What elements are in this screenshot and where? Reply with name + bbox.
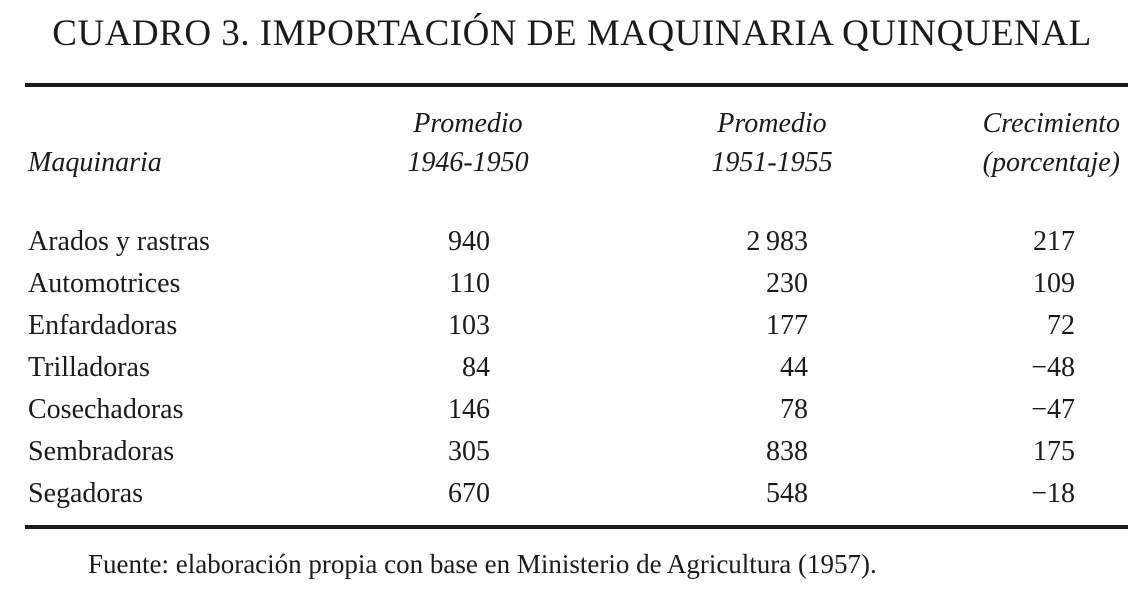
cell-crecimiento: 217 [1033, 226, 1075, 257]
table-row [25, 389, 1128, 431]
cell-promedio-1946-1950: 146 [448, 394, 490, 425]
cell-crecimiento: −18 [1031, 478, 1075, 509]
table-header [25, 104, 1128, 182]
cell-promedio-1946-1950: 940 [448, 226, 490, 257]
header-crecimiento-line1: Crecimiento [982, 108, 1120, 139]
cell-promedio-1946-1950: 670 [448, 478, 490, 509]
header-crecimiento-line2: (porcentaje) [982, 147, 1120, 178]
cell-crecimiento: −48 [1031, 352, 1075, 383]
header-promedio1-line1: Promedio [413, 108, 523, 139]
table-row [25, 431, 1128, 473]
cell-promedio-1946-1950: 103 [448, 310, 490, 341]
cell-maquinaria: Segadoras [28, 478, 144, 509]
cell-promedio-1951-1955: 230 [766, 268, 808, 299]
table-row [25, 263, 1128, 305]
cell-promedio-1946-1950: 110 [449, 268, 490, 299]
header-maquinaria-line1 [25, 104, 325, 143]
header-promedio2-line2: 1951-1955 [711, 147, 833, 178]
header-promedio1-line2: 1946-1950 [407, 147, 529, 178]
header-maquinaria-line2: Maquinaria [28, 147, 162, 178]
header-cell-crecimiento [933, 104, 1128, 182]
cell-promedio-1951-1955: 548 [766, 478, 808, 509]
cell-promedio-1951-1955: 78 [780, 394, 808, 425]
cell-crecimiento: 175 [1033, 436, 1075, 467]
cell-maquinaria: Enfardadoras [28, 310, 178, 341]
cell-maquinaria: Trilladoras [28, 352, 150, 383]
table-row [25, 221, 1128, 263]
source-note: Fuente: elaboración propia con base en Ministerio de Agricultura (1957). [88, 549, 877, 579]
table-body [25, 221, 1128, 515]
bottom-rule [25, 525, 1128, 529]
cell-maquinaria: Sembradoras [28, 436, 175, 467]
header-promedio2-line1: Promedio [717, 108, 827, 139]
cell-maquinaria: Automotrices [28, 268, 181, 299]
cell-crecimiento: −47 [1031, 394, 1075, 425]
cell-promedio-1946-1950: 305 [448, 436, 490, 467]
table-row [25, 347, 1128, 389]
header-cell-maquinaria [25, 104, 325, 182]
header-cell-promedio-1951-1955 [611, 104, 933, 182]
header-cell-promedio-1946-1950 [325, 104, 611, 182]
table-title: CUADRO 3. IMPORTACIÓN DE MAQUINARIA QUINQUENAL [52, 13, 1092, 54]
cell-promedio-1946-1950: 84 [462, 352, 490, 383]
cell-crecimiento: 109 [1033, 268, 1075, 299]
cell-promedio-1951-1955: 44 [780, 352, 808, 383]
table-row [25, 473, 1128, 515]
table-row [25, 305, 1128, 347]
cell-maquinaria: Arados y rastras [28, 226, 210, 257]
top-rule [25, 83, 1128, 87]
cell-promedio-1951-1955: 838 [766, 436, 808, 467]
cell-promedio-1951-1955: 177 [766, 310, 808, 341]
cell-crecimiento: 72 [1047, 310, 1075, 341]
cell-maquinaria: Cosechadoras [28, 394, 184, 425]
cell-promedio-1951-1955: 2 983 [746, 226, 808, 257]
